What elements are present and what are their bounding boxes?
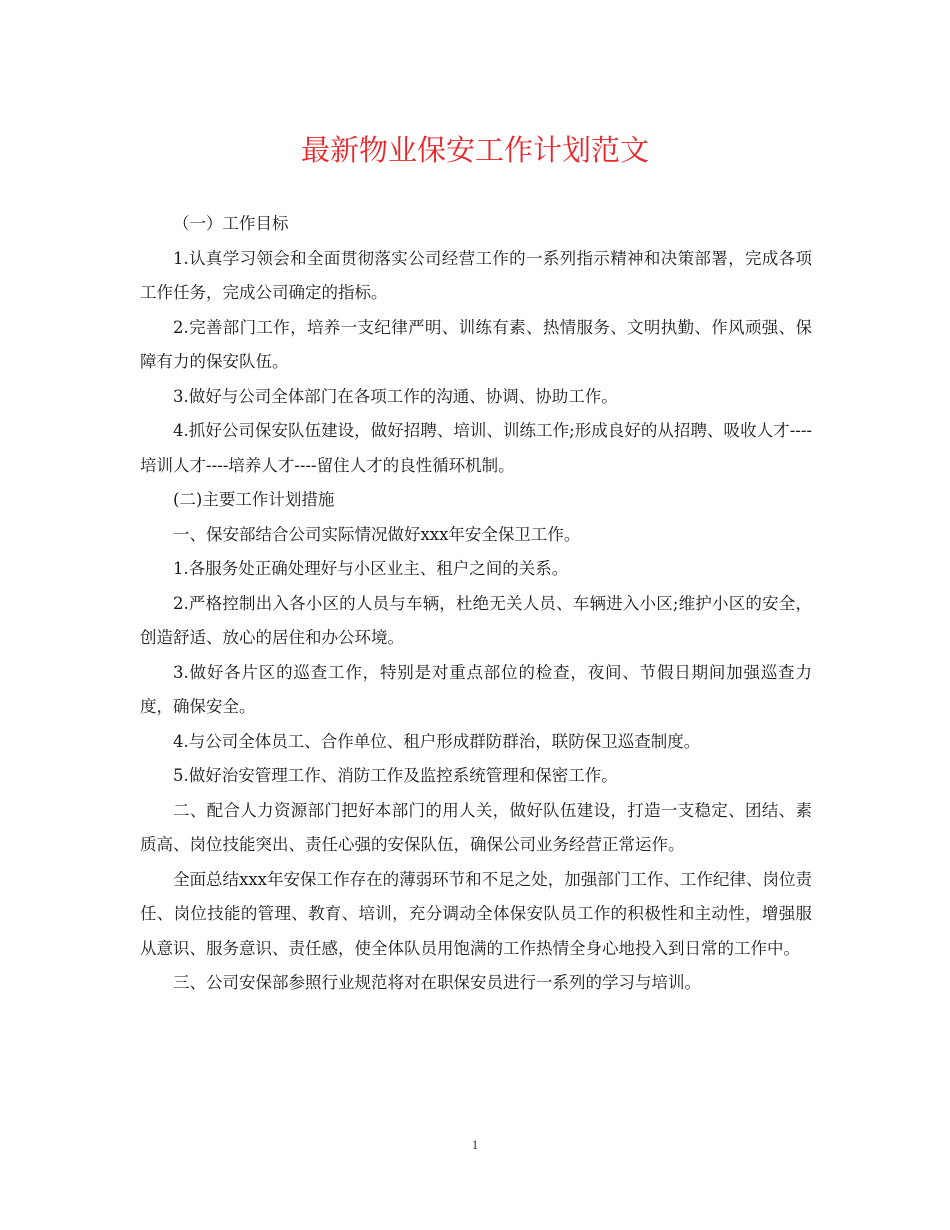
paragraph-3: 2.完善部门工作，培养一支纪律严明、训练有素、热情服务、文明执勤、作风顽强、保障有力的保安队伍。: [140, 317, 812, 371]
document-title: 最新物业保安工作计划范文: [300, 133, 649, 167]
paragraph-11: 4.与公司全体员工、合作单位、租户形成群防群治，联防保卫巡查制度。: [173, 731, 701, 751]
paragraph-14: 全面总结xxx年安保工作存在的薄弱环节和不足之处，加强部门工作、工作纪律、岗位责任、岗位技能的管理、教育、培训，充分调动全体保安队员工作的积极性和主动性，增强服从意识、服务意识、责任感，使全体队员用饱满的工作热情全身心地投入到日常的工作中。: [140, 869, 812, 958]
paragraph-7: 一、保安部结合公司实际情况做好xxx年安全保卫工作。: [173, 524, 581, 544]
paragraph-8: 1.各服务处正确处理好与小区业主、租户之间的关系。: [173, 559, 569, 578]
paragraph-10: 3.做好各片区的巡查工作，特别是对重点部位的检查，夜间、节假日期间加强巡查力度，确保安全。: [140, 662, 812, 716]
paragraph-12: 5.做好治安管理工作、消防工作及监控系统管理和保密工作。: [173, 766, 618, 785]
paragraph-2: 1.认真学习领会和全面贯彻落实公司经营工作的一系列指示精神和决策部署，完成各项工作任务，完成公司确定的指标。: [140, 248, 812, 302]
document-body: [140, 207, 812, 1001]
page-number: 1: [471, 1137, 479, 1152]
paragraph-5: 4.抓好公司保安队伍建设，做好招聘、培训、训练工作;形成良好的从招聘、吸收人才---- 培训人才----培养人才----留住人才的良性循环机制。: [140, 421, 812, 475]
paragraph-4: 3.做好与公司全体部门在各项工作的沟通、协调、协助工作。: [173, 386, 618, 406]
paragraph-6: (二)主要工作计划措施: [173, 490, 335, 509]
paragraph-1: （一）工作目标: [173, 214, 289, 233]
paragraph-13: 二、配合人力资源部门把好本部门的用人关，做好队伍建设，打造一支稳定、团结、素质高、岗位技能突出、责任心强的安保队伍，确保公司业务经营正常运作。: [140, 800, 812, 854]
paragraph-9: 2.严格控制出入各小区的人员与车辆，杜绝无关人员、车辆进入小区;维护小区的安全，创造舒适、放心的居住和办公环境。: [140, 593, 812, 647]
paragraph-15: 三、公司安保部参照行业规范将对在职保安员进行一系列的学习与培训。: [173, 973, 701, 992]
